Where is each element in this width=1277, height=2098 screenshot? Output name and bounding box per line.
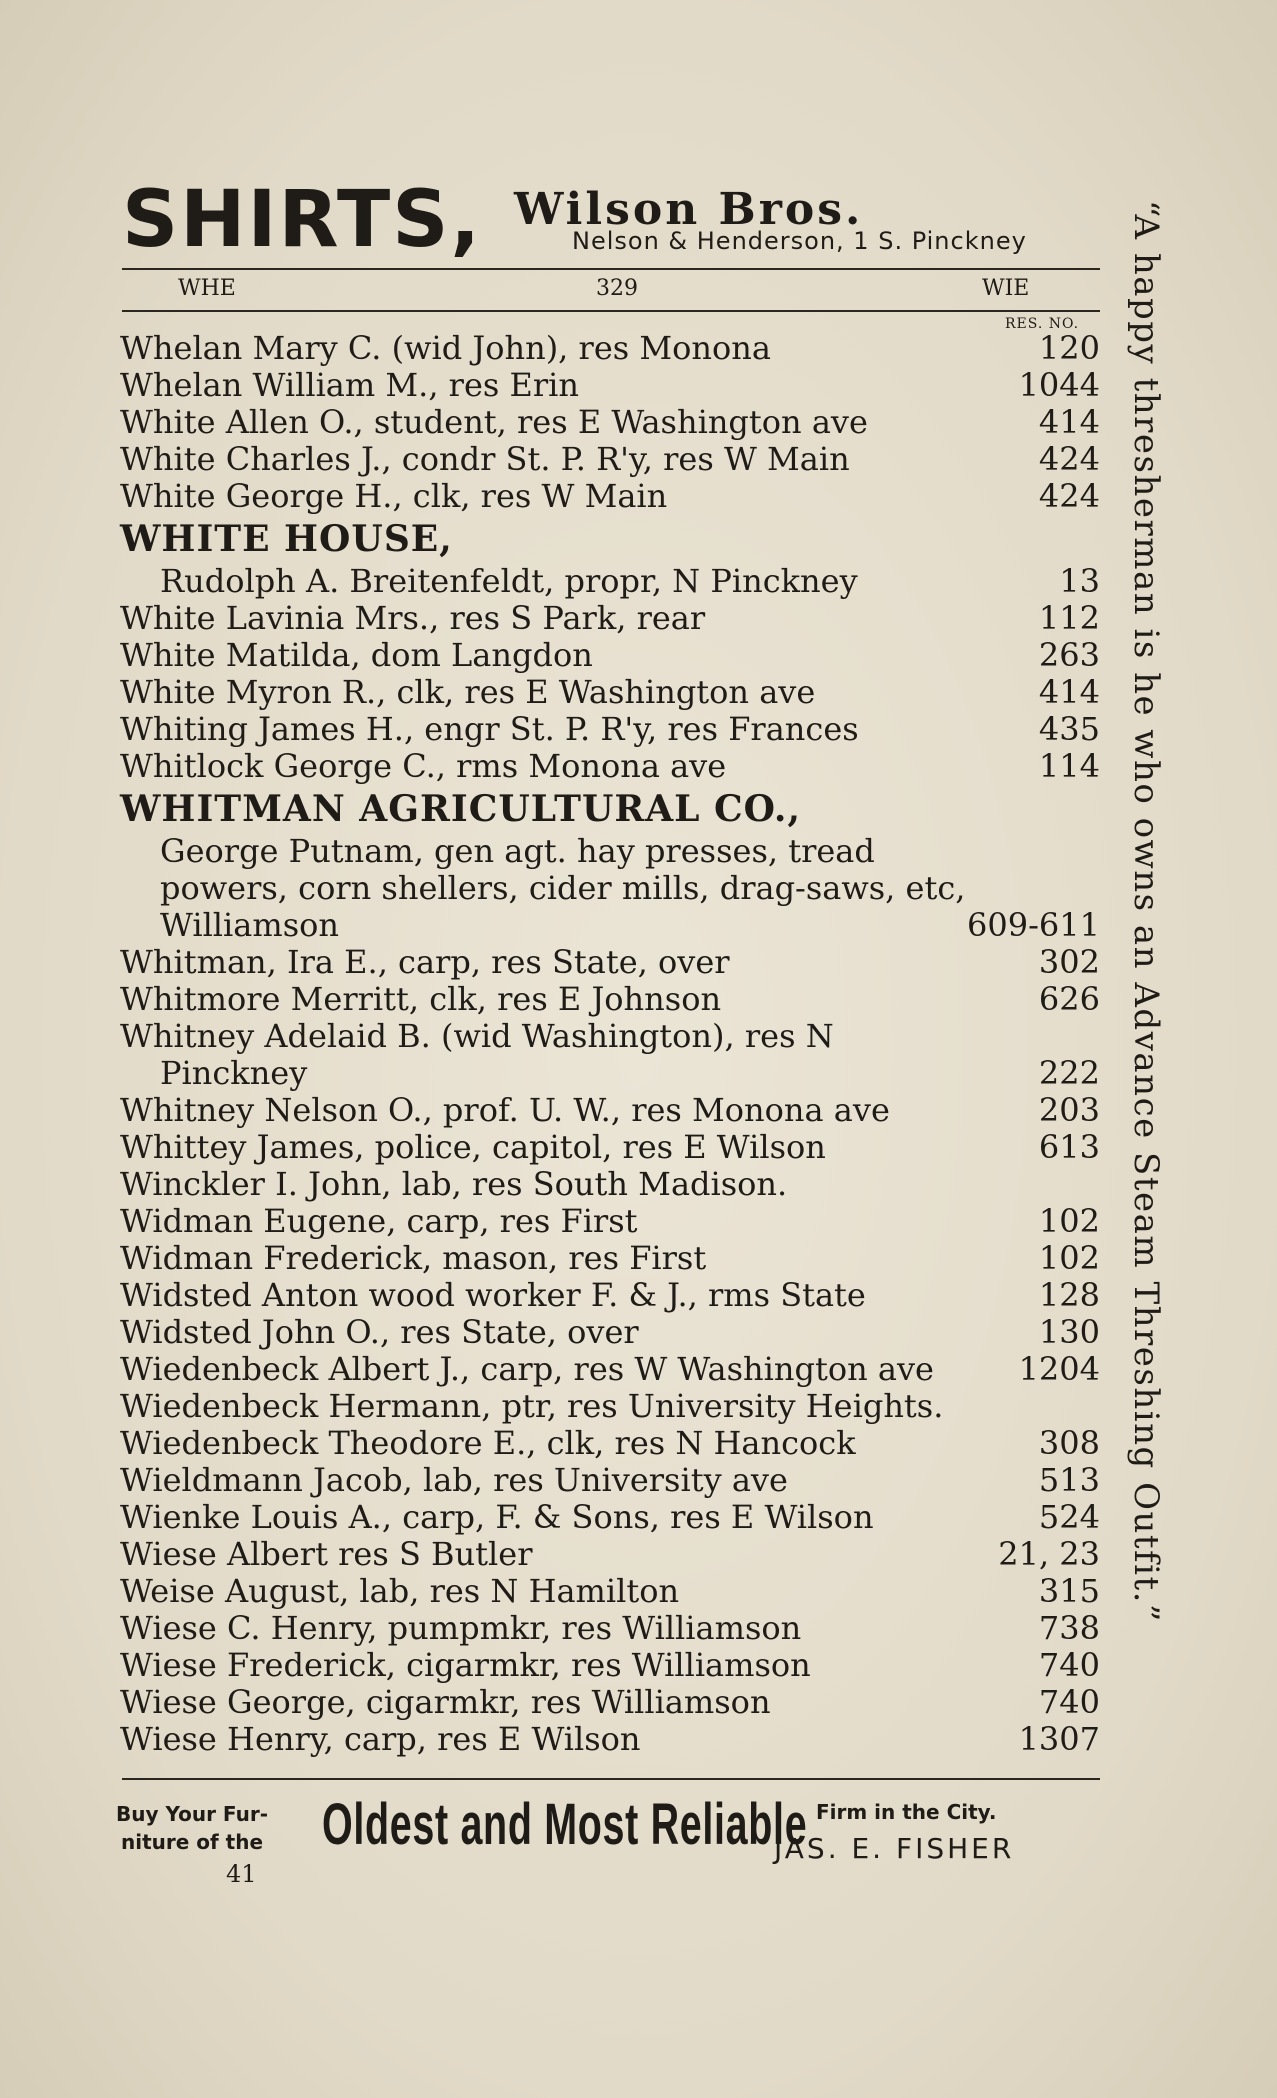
running-head (122, 276, 1100, 306)
entry-residence-number: 740 (1038, 1683, 1100, 1721)
guide-word-left: WHE (178, 276, 236, 301)
entry-residence-number: 102 (1038, 1202, 1100, 1240)
entry-name: Whitman, Ira E., carp, res State, over (120, 943, 730, 981)
entry-residence-number: 130 (1038, 1313, 1100, 1351)
brand-name: Wilson Bros. (514, 184, 864, 235)
entry-name: Wieldmann Jacob, lab, res University ave (120, 1461, 788, 1499)
directory-entry (120, 404, 1100, 441)
entry-name: Widman Frederick, mason, res First (120, 1239, 707, 1277)
directory-entry (120, 1647, 1100, 1684)
entry-residence-number: 114 (1038, 747, 1100, 785)
entry-residence-number: 424 (1038, 440, 1100, 478)
directory-entry (120, 330, 1100, 367)
entry-residence-number: 120 (1038, 329, 1100, 367)
page-number: 41 (226, 1860, 257, 1888)
directory-entry (120, 478, 1100, 515)
shirts-heading: SHIRTS, (122, 175, 483, 265)
entry-residence-number: 13 (1059, 562, 1100, 600)
directory-entry (120, 1055, 1100, 1092)
directory-entry (120, 1425, 1100, 1462)
entry-name: Wiedenbeck Albert J., carp, res W Washington ave (120, 1350, 934, 1388)
ad-left-line2: niture of the (120, 1830, 264, 1854)
directory-entry (120, 1092, 1100, 1129)
entry-residence-number: 1307 (1018, 1720, 1100, 1758)
entry-name: Pinckney (160, 1054, 308, 1092)
entry-residence-number: 1204 (1018, 1350, 1100, 1388)
entry-name: George Putnam, gen agt. hay presses, tread (160, 832, 875, 870)
entry-residence-number: 203 (1038, 1091, 1100, 1129)
entry-name: Williamson (160, 906, 339, 944)
entry-name: Wiese George, cigarmkr, res Williamson (120, 1683, 771, 1721)
ad-firm-text: Firm in the City. (816, 1800, 997, 1824)
directory-entry (120, 1536, 1100, 1573)
directory-entry (120, 1573, 1100, 1610)
entry-name: Widman Eugene, carp, res First (120, 1202, 638, 1240)
directory-entry (120, 1203, 1100, 1240)
directory-entry (120, 1129, 1100, 1166)
directory-entry (120, 1388, 1100, 1425)
directory-entry (120, 367, 1100, 404)
entry-name: Wiese Frederick, cigarmkr, res Williamson (120, 1646, 811, 1684)
entry-name: Whitlock George C., rms Monona ave (120, 747, 727, 785)
directory-entry (120, 1240, 1100, 1277)
sidebar-advertisement (1118, 200, 1178, 1920)
entry-residence-number: 613 (1038, 1128, 1100, 1166)
directory-listing (120, 330, 1100, 1758)
entry-residence-number: 1044 (1018, 366, 1100, 404)
res-no-label: RES. NO. (1005, 316, 1080, 332)
entry-name: powers, corn shellers, cider mills, drag-saws, etc, (160, 869, 966, 907)
ad-slogan: Oldest and Most Reliable (322, 1792, 808, 1857)
entry-residence-number: 414 (1038, 673, 1100, 711)
directory-entry (120, 748, 1100, 785)
directory-entry (120, 515, 1100, 563)
entry-residence-number: 128 (1038, 1276, 1100, 1314)
entry-name: Wiese Albert res S Butler (120, 1535, 533, 1573)
top-rule (122, 268, 1100, 270)
directory-entry (120, 1166, 1100, 1203)
directory-entry (120, 1684, 1100, 1721)
entry-residence-number: 738 (1038, 1609, 1100, 1647)
directory-entry (120, 1314, 1100, 1351)
entry-residence-number: 524 (1038, 1498, 1100, 1536)
directory-entry (120, 1499, 1100, 1536)
entry-name: Widsted John O., res State, over (120, 1313, 639, 1351)
entry-residence-number: 435 (1038, 710, 1100, 748)
entry-name: White George H., clk, res W Main (120, 477, 668, 515)
page-header-number: 329 (596, 276, 638, 301)
entry-residence-number: 222 (1038, 1054, 1100, 1092)
entry-name: Wiedenbeck Hermann, ptr, res University Heights. (120, 1387, 944, 1425)
header-rule (122, 310, 1100, 312)
entry-residence-number: 263 (1038, 636, 1100, 674)
entry-residence-number: 308 (1038, 1424, 1100, 1462)
directory-entry (120, 944, 1100, 981)
brand-address: Nelson & Henderson, 1 S. Pinckney (572, 227, 1027, 255)
entry-name: Widsted Anton wood worker F. & J., rms State (120, 1276, 866, 1314)
entry-name: White Myron R., clk, res E Washington ave (120, 673, 816, 711)
entry-name: White Matilda, dom Langdon (120, 636, 593, 674)
directory-entry (120, 1462, 1100, 1499)
entry-residence-number: 414 (1038, 403, 1100, 441)
entry-name: Whitney Nelson O., prof. U. W., res Monona ave (120, 1091, 890, 1129)
entry-name: Wiese Henry, carp, res E Wilson (120, 1720, 641, 1758)
entry-name: White Lavinia Mrs., res S Park, rear (120, 599, 706, 637)
directory-entry (120, 600, 1100, 637)
directory-entry (120, 674, 1100, 711)
entry-residence-number: 513 (1038, 1461, 1100, 1499)
entry-name: Winckler I. John, lab, res South Madison. (120, 1165, 788, 1203)
ad-left-line1: Buy Your Fur- (116, 1802, 269, 1826)
entry-residence-number: 302 (1038, 943, 1100, 981)
fisher-advertisement (116, 1790, 1106, 1900)
entry-name: Whittey James, police, capitol, res E Wilson (120, 1128, 826, 1166)
directory-entry (120, 907, 1100, 944)
entry-residence-number: 740 (1038, 1646, 1100, 1684)
entry-residence-number: 102 (1038, 1239, 1100, 1277)
entry-name: WHITE HOUSE, (120, 518, 453, 560)
ad-merchant-name: JAS. E. FISHER (774, 1832, 1015, 1865)
entry-residence-number: 626 (1038, 980, 1100, 1018)
entry-name: White Allen O., student, res E Washington ave (120, 403, 868, 441)
directory-entry (120, 1721, 1100, 1758)
entry-name: WHITMAN AGRICULTURAL CO., (120, 788, 801, 830)
directory-entry (120, 785, 1100, 833)
directory-entry (120, 563, 1100, 600)
entry-name: Wiese C. Henry, pumpmkr, res Williamson (120, 1609, 802, 1647)
guide-word-right: WIE (982, 276, 1030, 301)
entry-name: Wiedenbeck Theodore E., clk, res N Hancock (120, 1424, 856, 1462)
bottom-rule (122, 1778, 1100, 1780)
entry-residence-number: 424 (1038, 477, 1100, 515)
entry-residence-number: 112 (1038, 599, 1100, 637)
directory-entry (120, 1610, 1100, 1647)
sidebar-slogan: “A happy thresherman is he who owns an Advance Steam Threshing Outfit.” (1126, 200, 1166, 1623)
entry-name: Whelan Mary C. (wid John), res Monona (120, 329, 771, 367)
shirts-advertisement (122, 175, 1102, 275)
entry-name: Wienke Louis A., carp, F. & Sons, res E Wilson (120, 1498, 874, 1536)
directory-entry (120, 1351, 1100, 1388)
directory-entry (120, 870, 1100, 907)
entry-name: Whelan William M., res Erin (120, 366, 579, 404)
directory-entry (120, 1018, 1100, 1055)
directory-entry (120, 1277, 1100, 1314)
entry-residence-number: 315 (1038, 1572, 1100, 1610)
entry-name: Whitmore Merritt, clk, res E Johnson (120, 980, 722, 1018)
entry-residence-number: 21, 23 (998, 1535, 1100, 1573)
entry-name: White Charles J., condr St. P. R'y, res W Main (120, 440, 850, 478)
directory-entry (120, 711, 1100, 748)
entry-name: Whitney Adelaid B. (wid Washington), res N (120, 1017, 834, 1055)
entry-name: Weise August, lab, res N Hamilton (120, 1572, 680, 1610)
entry-residence-number: 609-611 (967, 906, 1100, 944)
entry-name: Whiting James H., engr St. P. R'y, res Frances (120, 710, 859, 748)
directory-entry (120, 441, 1100, 478)
directory-entry (120, 637, 1100, 674)
directory-entry (120, 981, 1100, 1018)
entry-name: Rudolph A. Breitenfeldt, propr, N Pinckney (160, 562, 858, 600)
directory-entry (120, 833, 1100, 870)
ad-left-text (116, 1800, 268, 1856)
